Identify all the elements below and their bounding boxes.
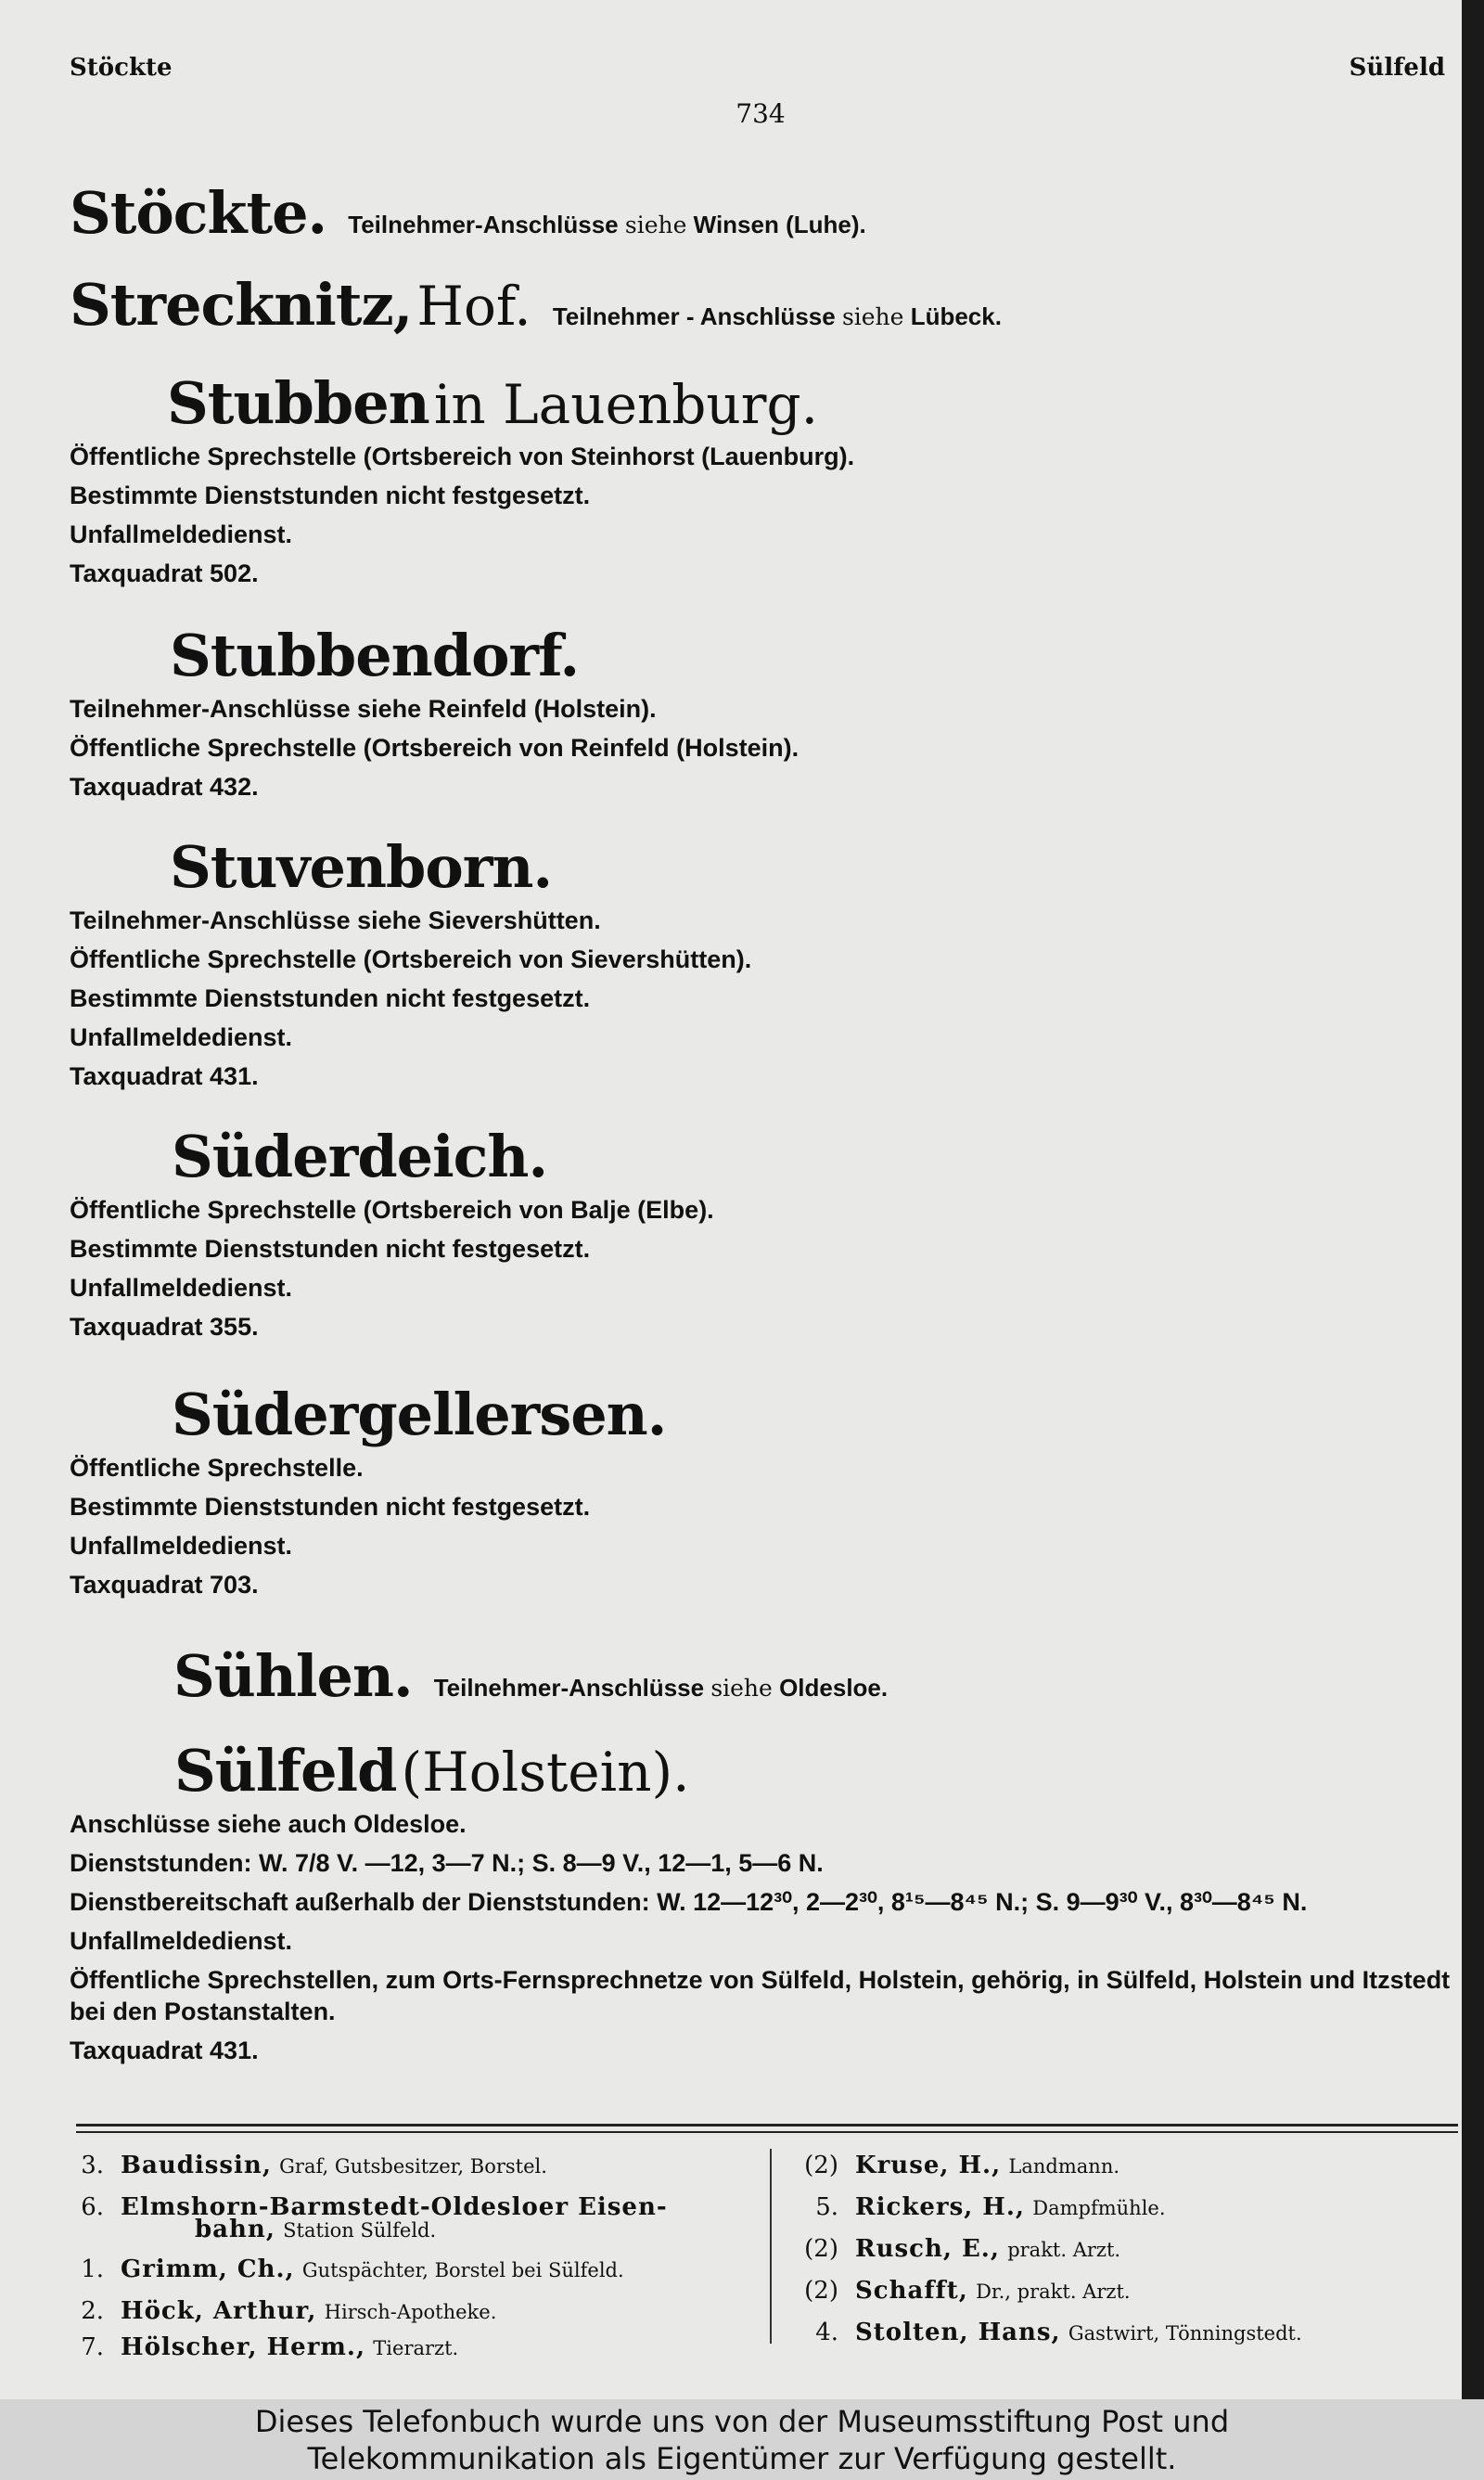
entry-title: Stubben	[167, 369, 429, 437]
list-item: (2) Kruse, H., Landmann.	[804, 2152, 1120, 2179]
entry-line: Unfallmeldedienst.	[70, 1532, 293, 1560]
attribution-line: Telekommunikation als Eigentümer zur Verfügung gestellt.	[307, 2441, 1177, 2476]
list-item: 7. Hölscher, Herm., Tierarzt.	[81, 2333, 459, 2361]
entry-line: Taxquadrat 432.	[70, 773, 259, 801]
entry-line: Bestimmte Dienststunden nicht festgesetzt.	[70, 1493, 591, 1521]
entry-reference: Teilnehmer-Anschlüsse siehe Oldesloe.	[433, 1674, 889, 1702]
entry-line: Unfallmeldedienst.	[70, 1274, 293, 1302]
entry-title: Südergellersen.	[172, 1381, 667, 1448]
entry-reference: Teilnehmer-Anschlüsse siehe Winsen (Luhe).	[348, 211, 866, 238]
entry-subtitle: in Lauenburg.	[433, 373, 819, 436]
entry-suelfeld	[70, 1737, 1461, 2070]
entry-line: Unfallmeldedienst.	[70, 1023, 293, 1051]
entry-line: Öffentliche Sprechstelle (Ortsbereich von Steinhorst (Lauenburg).	[70, 443, 855, 470]
entry-line: Bestimmte Dienststunden nicht festgesetzt.	[70, 482, 591, 509]
entry-title: Sühlen.	[173, 1642, 413, 1710]
entry-line: Teilnehmer-Anschlüsse siehe Sievershütten.	[70, 906, 601, 934]
entry-title: Sülfeld	[174, 1737, 397, 1805]
entry-line: Unfallmeldedienst.	[70, 1927, 293, 1955]
scan-edge	[1462, 0, 1484, 2399]
entry-stoeckte	[70, 179, 1461, 247]
entry-line: Taxquadrat 703.	[70, 1571, 259, 1599]
divider-rule	[76, 2124, 1458, 2127]
list-item: 2. Höck, Arthur, Hirsch-Apotheke.	[81, 2297, 497, 2325]
entry-line: Öffentliche Sprechstelle (Ortsbereich von Balje (Elbe).	[70, 1196, 714, 1224]
divider-rule	[76, 2131, 1458, 2133]
entry-suedergellersen	[70, 1381, 1461, 1604]
entry-stubben	[70, 369, 1461, 593]
entry-stubbendorf	[70, 622, 1461, 806]
subscriber-list-right	[790, 2145, 1439, 2354]
entry-subtitle: Hof.	[416, 275, 531, 338]
entry-line: Bestimmte Dienststunden nicht festgesetzt.	[70, 1235, 591, 1263]
entry-subtitle: (Holstein).	[401, 1741, 690, 1804]
page-number: 734	[736, 98, 786, 129]
entry-line: Unfallmeldedienst.	[70, 520, 293, 548]
entry-line: Taxquadrat 431.	[70, 1062, 259, 1090]
attribution-footer	[0, 2399, 1484, 2480]
entry-line: Öffentliche Sprechstelle (Ortsbereich von Sievershütten).	[70, 945, 752, 973]
list-item: 6. Elmshorn-Barmstedt-Oldesloer Eisen- bahn, Station Sülfeld.	[81, 2193, 668, 2243]
list-item: 1. Grimm, Ch., Gutspächter, Borstel bei Sülfeld.	[81, 2255, 624, 2283]
attribution-line: Dieses Telefonbuch wurde uns von der Museumsstiftung Post und	[254, 2404, 1230, 2439]
entry-title: Süderdeich.	[172, 1123, 548, 1190]
list-item: 3. Baudissin, Graf, Gutsbesitzer, Borstel.	[81, 2152, 547, 2179]
entry-title: Stubbendorf.	[170, 622, 580, 689]
entry-title: Strecknitz,	[70, 271, 413, 339]
entry-line: Taxquadrat 431.	[70, 2037, 259, 2064]
entry-reference: Teilnehmer - Anschlüsse siehe Lübeck.	[552, 302, 1002, 330]
running-head-right: Sülfeld	[1349, 54, 1445, 82]
entry-line: Öffentliche Sprechstelle.	[70, 1454, 364, 1482]
entry-line: Teilnehmer-Anschlüsse siehe Reinfeld (Holstein).	[70, 695, 657, 723]
entry-line: Taxquadrat 502.	[70, 559, 259, 587]
running-head-left: Stöckte	[70, 54, 173, 82]
entry-line: Taxquadrat 355.	[70, 1313, 259, 1341]
entry-line: Öffentliche Sprechstellen, zum Orts-Fernsprechnetze von Sülfeld, Holstein, gehörig, in Sülfeld, Holstein und Itzstedt bei den Postanstalten.	[70, 1966, 1451, 2025]
list-item: (2) Schafft, Dr., prakt. Arzt.	[804, 2277, 1131, 2305]
entry-title: Stuvenborn.	[170, 833, 553, 901]
list-item: (2) Rusch, E., prakt. Arzt.	[804, 2235, 1121, 2263]
entry-line: Bestimmte Dienststunden nicht festgesetzt.	[70, 984, 591, 1012]
entry-line: Öffentliche Sprechstelle (Ortsbereich von Reinfeld (Holstein).	[70, 734, 800, 762]
entry-suehlen	[70, 1642, 1461, 1710]
entry-line: Dienstbereitschaft außerhalb der Dienststunden: W. 12—12³⁰, 2—2³⁰, 8¹⁵—8⁴⁵ N.; S. 9—9³⁰ V., 8³⁰—8⁴⁵ N.	[70, 1888, 1308, 1916]
column-divider	[770, 2149, 772, 2344]
list-item: 5. Rickers, H., Dampfmühle.	[815, 2193, 1166, 2221]
entry-strecknitz	[70, 271, 1461, 339]
entry-line: Anschlüsse siehe auch Oldesloe.	[70, 1810, 467, 1838]
entry-stuvenborn	[70, 833, 1461, 1096]
entry-line: Dienststunden: W. 7/8 V. —12, 3—7 N.; S. 8—9 V., 12—1, 5—6 N.	[70, 1849, 824, 1877]
list-item: 4. Stolten, Hans, Gastwirt, Tönningstedt.	[815, 2319, 1302, 2346]
subscriber-list-left	[56, 2145, 761, 2363]
entry-suederdeich	[70, 1123, 1461, 1346]
entry-title: Stöckte.	[70, 179, 327, 247]
